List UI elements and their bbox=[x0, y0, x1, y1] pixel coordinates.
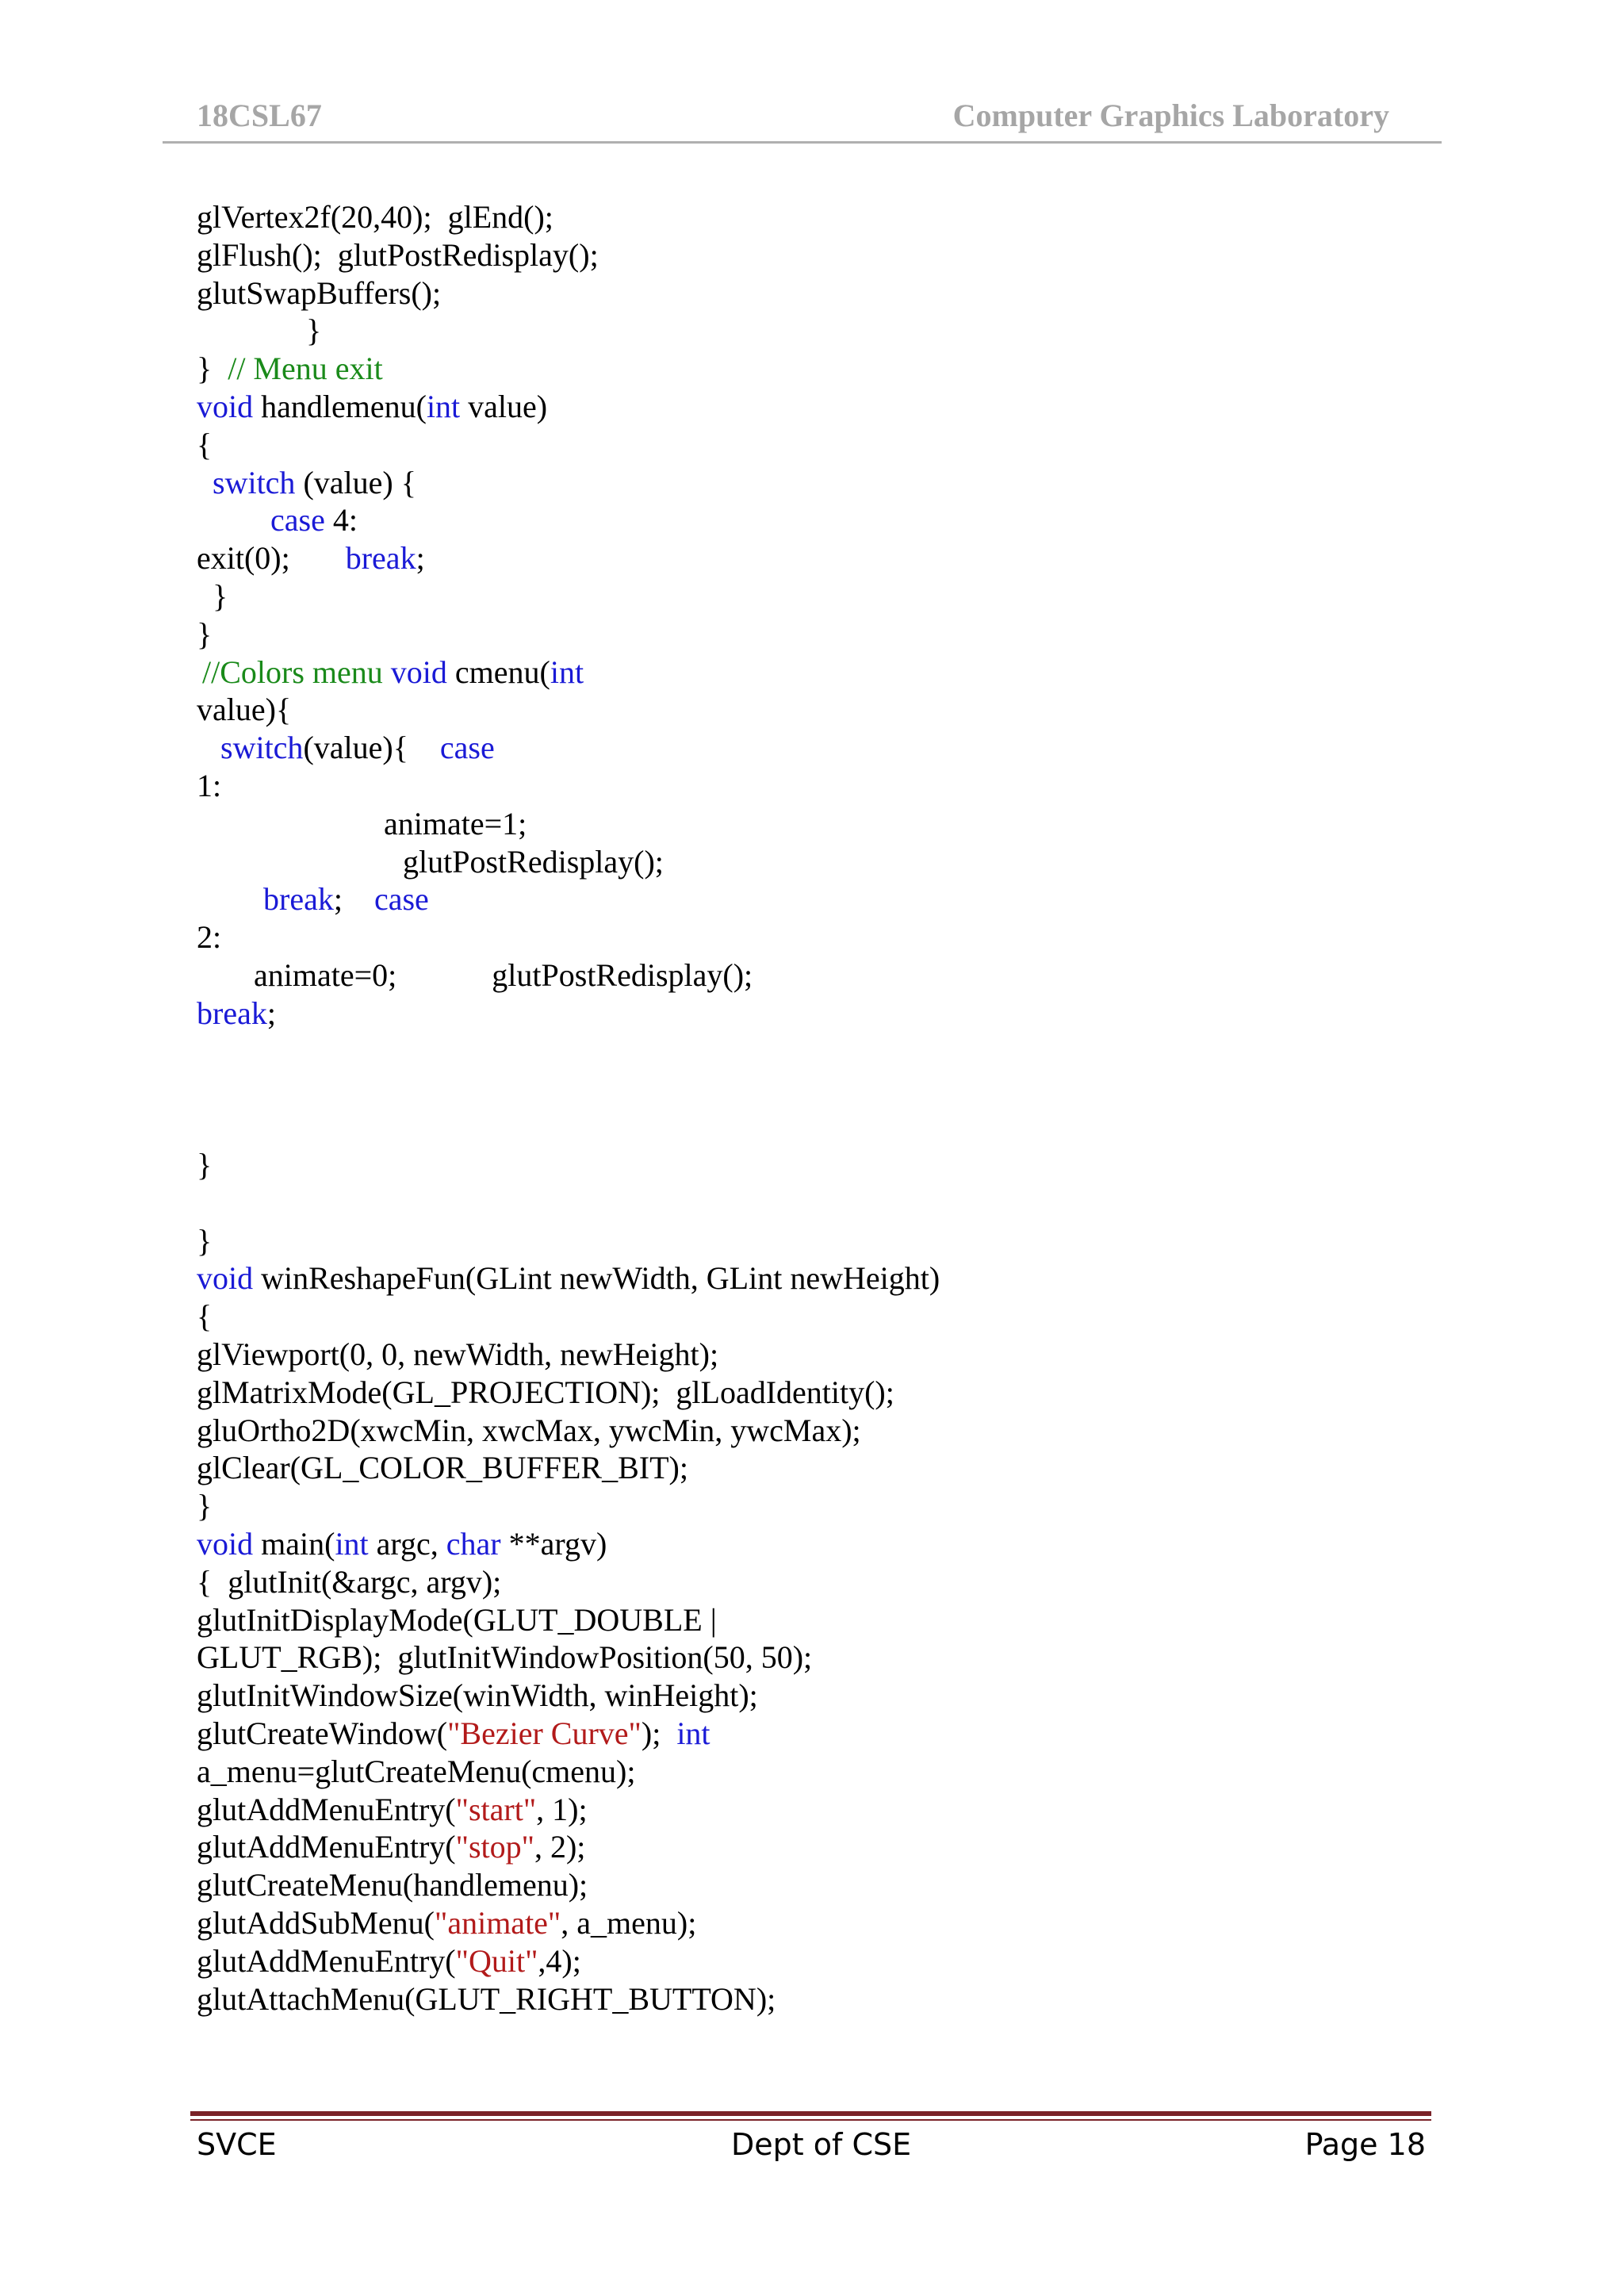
code-line bbox=[197, 1639, 812, 1677]
code-text: value) bbox=[460, 389, 548, 424]
code-line bbox=[197, 1563, 501, 1601]
code-text: glViewport(0, 0, newWidth, newHeight); bbox=[197, 1336, 719, 1372]
code-text: (value){ bbox=[303, 730, 440, 766]
code-text: 2: bbox=[197, 919, 222, 956]
code-keyword: void bbox=[197, 1260, 254, 1297]
footer-institution: SVCE bbox=[197, 2127, 277, 2162]
code-text: { bbox=[197, 1298, 213, 1335]
code-string: "Quit" bbox=[455, 1942, 538, 1979]
code-text: glVertex2f(20,40); glEnd(); bbox=[197, 199, 553, 235]
code-string: "start" bbox=[455, 1791, 537, 1827]
code-keyword: void bbox=[390, 654, 447, 690]
header-course-code: 18CSL67 bbox=[197, 98, 322, 133]
code-text: exit(0); bbox=[197, 540, 346, 577]
code-text: ,4); bbox=[538, 1942, 581, 1979]
code-text: , a_menu); bbox=[561, 1905, 697, 1941]
code-line bbox=[197, 274, 441, 312]
code-text: **argv) bbox=[500, 1526, 607, 1562]
code-text: } bbox=[197, 1147, 213, 1182]
code-text: glutInitDisplayMode(GLUT_DOUBLE | bbox=[197, 1601, 717, 1638]
code-text: glMatrixMode(GL_PROJECTION); glLoadIdentity(); bbox=[197, 1374, 894, 1410]
code-text: glutAddMenuEntry( bbox=[197, 1791, 456, 1827]
code-line bbox=[197, 1791, 588, 1829]
code-line bbox=[254, 956, 753, 995]
code-text: glutInitWindowSize(winWidth, winHeight); bbox=[197, 1677, 758, 1714]
code-line bbox=[197, 1336, 718, 1374]
code-line bbox=[220, 729, 495, 767]
code-string: "stop" bbox=[455, 1829, 534, 1865]
code-text: value){ bbox=[197, 692, 292, 728]
code-text: a_menu=glutCreateMenu(cmenu); bbox=[197, 1753, 636, 1789]
footer-department: Dept of CSE bbox=[731, 2127, 912, 2162]
code-line bbox=[197, 1487, 212, 1525]
code-text: (value) { bbox=[295, 464, 416, 500]
code-comment: //Colors menu bbox=[202, 654, 391, 690]
code-text: gluOrtho2D(xwcMin, xwcMax, ywcMin, ywcMax); bbox=[197, 1412, 861, 1448]
code-keyword: int bbox=[550, 654, 584, 690]
code-line bbox=[197, 995, 276, 1033]
footer-divider-thick bbox=[190, 2111, 1431, 2116]
code-text: glutCreateMenu(handlemenu); bbox=[197, 1867, 588, 1903]
code-text: glutAttachMenu(GLUT_RIGHT_BUTTON); bbox=[197, 1980, 776, 2017]
code-text: ); bbox=[641, 1715, 677, 1751]
footer-divider-thin bbox=[190, 2119, 1431, 2121]
code-line bbox=[270, 501, 358, 539]
code-line bbox=[197, 1297, 212, 1336]
code-line bbox=[197, 236, 599, 274]
code-text: glClear(GL_COLOR_BUFFER_BIT); bbox=[197, 1450, 688, 1486]
code-line bbox=[197, 350, 383, 388]
code-line bbox=[197, 1525, 607, 1563]
code-text: cmenu( bbox=[446, 654, 550, 690]
code-line bbox=[384, 805, 527, 843]
code-line bbox=[403, 843, 664, 881]
code-text: { glutInit(&argc, argv); bbox=[197, 1563, 502, 1600]
code-text: glutSwapBuffers(); bbox=[197, 274, 442, 311]
code-keyword: break bbox=[345, 540, 416, 577]
code-line bbox=[197, 1412, 861, 1450]
code-line bbox=[197, 1715, 710, 1753]
code-text: 4: bbox=[324, 502, 358, 539]
code-line bbox=[306, 312, 321, 350]
code-text: ; bbox=[333, 881, 374, 918]
code-keyword: break bbox=[263, 881, 334, 918]
code-line bbox=[197, 1449, 688, 1487]
code-text: 1: bbox=[197, 768, 222, 803]
code-text: } bbox=[197, 1488, 213, 1524]
code-text: winReshapeFun(GLint newWidth, GLint newHeight) bbox=[253, 1260, 940, 1297]
code-text: glutAddSubMenu( bbox=[197, 1905, 435, 1941]
code-line bbox=[197, 1942, 581, 1980]
code-line bbox=[213, 464, 416, 502]
code-keyword: int bbox=[676, 1715, 710, 1751]
header-lab-title: Computer Graphics Laboratory bbox=[952, 98, 1389, 133]
code-keyword: int bbox=[426, 389, 461, 424]
code-keyword: switch bbox=[220, 730, 304, 766]
code-text: glutAddMenuEntry( bbox=[197, 1942, 456, 1979]
code-line bbox=[197, 198, 553, 236]
code-text: main( bbox=[253, 1526, 335, 1562]
code-line bbox=[197, 1146, 212, 1184]
code-text: glutPostRedisplay(); bbox=[403, 843, 664, 880]
code-line bbox=[197, 1222, 212, 1260]
code-line bbox=[213, 577, 228, 615]
code-text: GLUT_RGB); glutInitWindowPosition(50, 50); bbox=[197, 1639, 813, 1676]
code-string: "Bezier Curve" bbox=[447, 1715, 642, 1751]
code-text: , 2); bbox=[534, 1829, 586, 1865]
code-text: animate=1; bbox=[384, 805, 527, 841]
code-line bbox=[197, 1677, 758, 1715]
code-text: } bbox=[197, 615, 213, 652]
code-text: glFlush(); glutPostRedisplay(); bbox=[197, 236, 599, 273]
code-line bbox=[197, 767, 221, 805]
code-text: , 1); bbox=[536, 1791, 588, 1827]
code-line bbox=[197, 691, 291, 729]
code-line bbox=[202, 654, 584, 692]
code-line bbox=[197, 1904, 696, 1942]
code-line bbox=[197, 615, 212, 654]
code-line bbox=[197, 1374, 894, 1412]
code-text: animate=0; glutPostRedisplay(); bbox=[254, 957, 753, 993]
code-line bbox=[197, 1980, 776, 2018]
code-string: "animate" bbox=[435, 1905, 561, 1941]
code-keyword: case bbox=[270, 502, 325, 539]
code-text: } bbox=[306, 312, 322, 349]
code-text: handlemenu( bbox=[253, 389, 427, 424]
code-line bbox=[197, 426, 212, 464]
code-keyword: break bbox=[197, 995, 267, 1031]
code-line bbox=[197, 1259, 940, 1297]
code-line bbox=[197, 1828, 585, 1866]
code-line bbox=[197, 388, 547, 426]
code-line bbox=[197, 539, 425, 577]
code-line bbox=[263, 880, 429, 918]
code-keyword: int bbox=[335, 1526, 369, 1562]
code-keyword: case bbox=[439, 730, 495, 766]
code-text: } bbox=[197, 1222, 213, 1259]
code-keyword: case bbox=[373, 881, 429, 918]
code-text: { bbox=[197, 426, 213, 462]
code-text: } bbox=[197, 351, 228, 387]
code-text: ; bbox=[416, 540, 425, 577]
code-text: argc, bbox=[368, 1526, 446, 1562]
footer-page-number: Page 18 bbox=[1304, 2127, 1426, 2162]
code-line bbox=[197, 918, 221, 956]
code-text: glutCreateWindow( bbox=[197, 1715, 448, 1751]
code-line bbox=[197, 1601, 717, 1639]
code-keyword: char bbox=[446, 1526, 501, 1562]
code-keyword: switch bbox=[213, 464, 296, 500]
code-text: ; bbox=[266, 995, 276, 1031]
code-keyword: void bbox=[197, 389, 254, 424]
code-line bbox=[197, 1753, 635, 1791]
code-line bbox=[197, 1866, 588, 1904]
code-comment: // Menu exit bbox=[228, 351, 383, 387]
code-text: glutAddMenuEntry( bbox=[197, 1829, 456, 1865]
code-keyword: void bbox=[197, 1526, 254, 1562]
code-text: } bbox=[213, 578, 228, 614]
